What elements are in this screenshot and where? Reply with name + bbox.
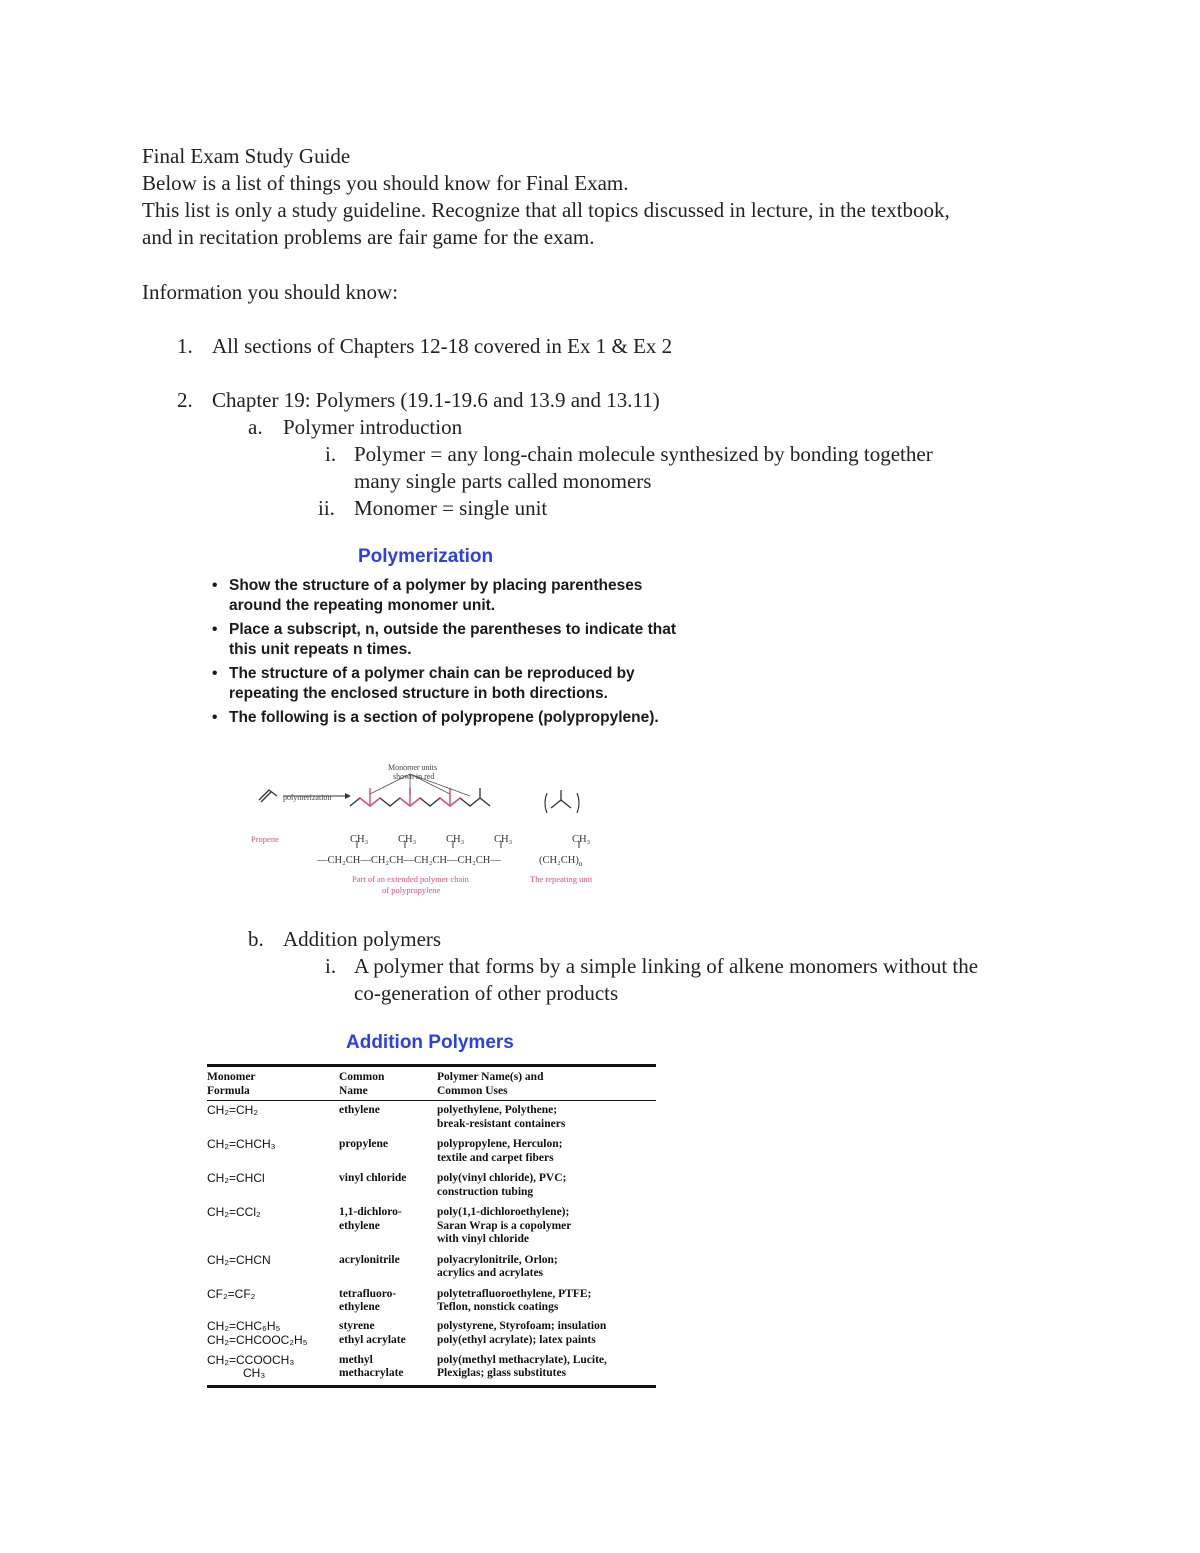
sub-a-i-number: i.	[325, 442, 337, 466]
item-2-text: Chapter 19: Polymers (19.1-19.6 and 13.9 and 13.11)	[212, 388, 660, 412]
ch3-label: CH₃	[572, 834, 591, 845]
repeating-unit-caption: The repeating unit	[530, 874, 593, 884]
polymer-uses-cell: polytetrafluoroethylene, PTFE; Teflon, nonstick coatings	[437, 1287, 592, 1313]
common-name-cell: styrene	[339, 1319, 375, 1332]
ch3-label: CH₃	[398, 834, 417, 845]
ch3-label: CH₃	[494, 834, 513, 845]
common-name-cell: tetrafluoro- ethylene	[339, 1287, 397, 1313]
polymerization-bullet: • Place a subscript, n, outside the parentheses to indicate that this unit repeats n times.	[212, 621, 677, 658]
chain-caption-1: Part of an extended polymer chain	[352, 874, 469, 884]
common-name-cell: acrylonitrile	[339, 1253, 400, 1266]
intro-line-2: This list is only a study guideline. Recognize that all topics discussed in lecture, in the textbook,	[142, 198, 950, 222]
polypropylene-figure	[245, 748, 615, 893]
sub-a-ii-number: ii.	[318, 496, 335, 520]
monomer-formula-cell: CH₂=CHCH₃	[207, 1137, 276, 1151]
table-row	[207, 1206, 656, 1247]
table-row	[207, 1334, 656, 1348]
table-header-row	[207, 1067, 656, 1098]
addition-polymers-table	[207, 1064, 656, 1388]
polymer-uses-cell: poly(methyl methacrylate), Lucite, Plexiglas; glass substitutes	[437, 1353, 607, 1379]
polymerization-bullet: • Show the structure of a polymer by placing parentheses around the repeating monomer unit.	[212, 577, 643, 614]
sub-b-letter: b.	[248, 927, 264, 951]
header-polymer-uses: Polymer Name(s) and Common Uses	[437, 1071, 544, 1097]
polymerization-slide-title: Polymerization	[358, 546, 494, 567]
common-name-cell: propylene	[339, 1138, 388, 1150]
table-row	[207, 1104, 656, 1131]
polymer-uses-cell: polystyrene, Styrofoam; insulation	[437, 1319, 607, 1332]
sub-b-i-number: i.	[325, 954, 337, 978]
info-label: Information you should know:	[142, 280, 399, 304]
monomer-formula-cell: CH₂=CCOOCH₃ CH₃	[207, 1352, 295, 1380]
common-name-cell: ethyl acrylate	[339, 1334, 406, 1346]
sub-b-i-line-2: co-generation of other products	[354, 981, 619, 1005]
addition-polymers-title: Addition Polymers	[346, 1032, 514, 1053]
polymer-uses-cell: poly(ethyl acrylate); latex paints	[437, 1334, 596, 1346]
polymer-uses-cell: polyacrylonitrile, Orlon; acrylics and acrylates	[437, 1253, 558, 1279]
polymer-uses-cell: polyethylene, Polythene; break-resistant containers	[437, 1104, 566, 1130]
item-1-text: All sections of Chapters 12-18 covered in Ex 1 & Ex 2	[212, 334, 673, 358]
sub-a-i-line-1: Polymer = any long-chain molecule synthesized by bonding together	[354, 442, 933, 466]
header-monomer-formula: Monomer Formula	[207, 1071, 256, 1097]
polymer-uses-cell: poly(vinyl chloride), PVC; construction tubing	[437, 1172, 567, 1198]
ch3-label: CH₃	[446, 834, 465, 845]
common-name-cell: ethylene	[339, 1104, 380, 1116]
monomer-units-label-2: shown in red	[393, 772, 435, 781]
table-header-rule	[207, 1100, 656, 1101]
chain-caption-2: of polypropylene	[382, 885, 441, 895]
polymerization-bullet: • The structure of a polymer chain can be reproduced by repeating the enclosed structure in both directions.	[212, 665, 635, 702]
item-2-number: 2.	[177, 388, 193, 412]
polymerization-bullet: • The following is a section of polypropene (polypropylene).	[212, 709, 659, 726]
table-bottom-rule	[207, 1385, 656, 1388]
sub-b-text: Addition polymers	[283, 927, 442, 951]
monomer-formula-cell: CH₂=CHCOOC₂H₅	[207, 1333, 308, 1347]
polymer-uses-cell: polypropylene, Herculon; textile and carpet fibers	[437, 1138, 563, 1164]
propene-label: Propene	[251, 834, 279, 844]
intro-line-3: and in recitation problems are fair game for the exam.	[142, 225, 595, 249]
table-row	[207, 1288, 656, 1315]
document-title: Final Exam Study Guide	[142, 144, 351, 168]
common-name-cell: vinyl chloride	[339, 1172, 407, 1184]
table-row	[207, 1172, 656, 1199]
monomer-formula-cell: CH₂=CHCl	[207, 1171, 265, 1185]
intro-line-1: Below is a list of things you should know for Final Exam.	[142, 171, 629, 195]
monomer-formula-cell: CH₂=CH₂	[207, 1103, 258, 1117]
common-name-cell: methyl methacrylate	[339, 1353, 404, 1379]
polymer-uses-cell: poly(1,1-dichloroethylene); Saran Wrap is a copolymer with vinyl chloride	[437, 1206, 572, 1245]
polymerization-arrow-label: polymerization	[283, 793, 332, 802]
sub-a-text: Polymer introduction	[283, 415, 463, 439]
table-row	[207, 1354, 656, 1381]
sub-a-letter: a.	[248, 415, 263, 439]
ch3-label: CH₃	[350, 834, 369, 845]
monomer-units-label: Monomer units	[388, 763, 438, 772]
repeating-unit-formula: $(CH_2CH)_n$	[539, 855, 583, 869]
monomer-formula-cell: CF₂=CF₂	[207, 1286, 256, 1301]
table-body	[207, 1104, 656, 1381]
monomer-formula-cell: CH₂=CHCN	[207, 1252, 271, 1267]
monomer-formula-cell: CH₂=CHC₆H₅	[207, 1318, 281, 1333]
table-row	[207, 1320, 656, 1334]
sub-a-ii-text: Monomer = single unit	[354, 496, 548, 520]
common-name-cell: 1,1-dichloro- ethylene	[339, 1206, 402, 1232]
table-row	[207, 1254, 656, 1281]
sub-a-i-line-2: many single parts called monomers	[354, 469, 652, 493]
monomer-formula-cell: CH₂=CCl₂	[207, 1205, 261, 1219]
sub-b-i-line-1: A polymer that forms by a simple linking of alkene monomers without the	[354, 954, 979, 978]
header-common-name: Common Name	[339, 1071, 385, 1097]
item-1-number: 1.	[177, 334, 193, 358]
polypropylene-chain-formula: —CH₂CH—CH₂CH—CH₂CH—CH₂CH—	[317, 855, 501, 866]
table-row	[207, 1138, 656, 1165]
polymerization-bullets	[210, 576, 690, 732]
